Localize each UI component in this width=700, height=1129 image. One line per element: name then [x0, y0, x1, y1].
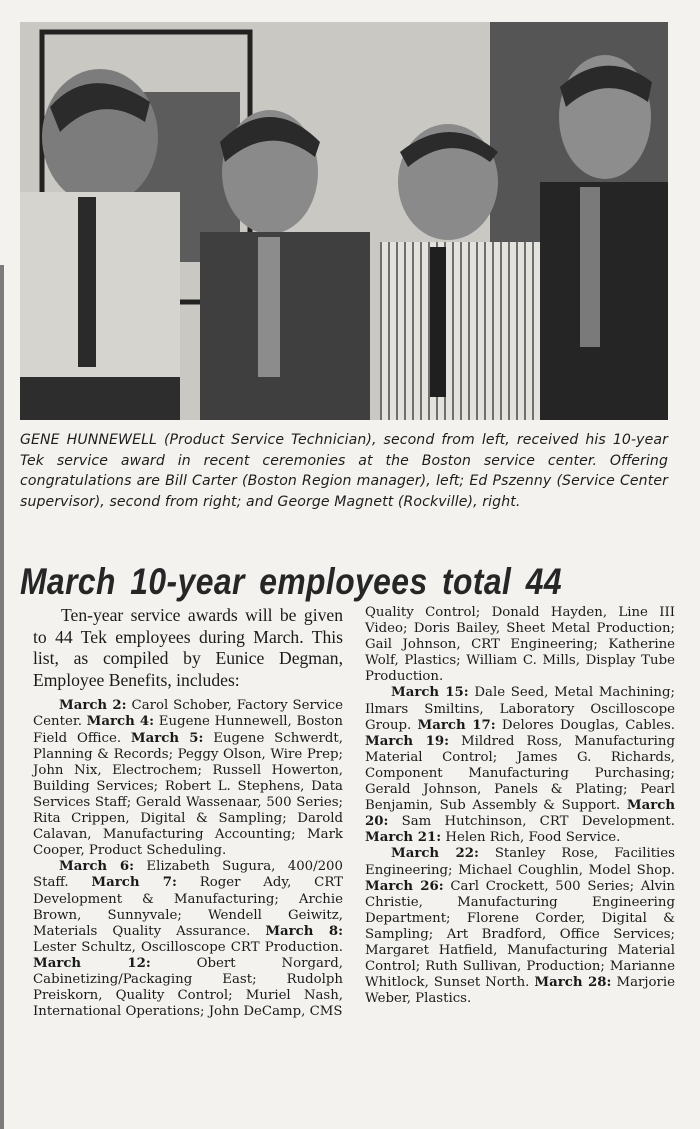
employee-list: Stanley Rose, Facilities Engineering; Michael Coughlin, Model Shop.	[365, 846, 675, 878]
award-date: March 19:	[365, 733, 449, 749]
roster-paragraph	[33, 859, 343, 1020]
employee-list: Helen Rich, Food Service.	[441, 830, 621, 846]
employee-list: Quality Control; Donald Hayden, Line III Video; Doris Bailey, Sheet Metal Production; Gail Johnson, CRT Engineering; Katherine Wolf, Plastics; William C. Mills, Display Tube Production.	[365, 605, 675, 685]
article-intro: Ten-year service awards will be given to 44 Tek employees during March. This list, as compiled by Eunice Degman, Employee Benefits, includes:	[33, 605, 343, 690]
employee-list: Obert Norgard, Cabinetizing/Packaging East; Rudolph Preiskorn, Quality Control; Muriel Nash, International Operations; John DeCamp, CMS	[33, 955, 343, 1020]
award-date: March 20:	[365, 798, 675, 830]
employee-list: Carol Schober, Factory Service Center.	[33, 698, 343, 730]
roster-paragraph	[365, 605, 675, 685]
award-date: March 12:	[33, 955, 151, 971]
award-date: March 21:	[365, 830, 442, 846]
article-column-right	[365, 605, 675, 1007]
award-date: March 2:	[59, 698, 127, 714]
employee-list: Eugene Hunnewell, Boston Field Office.	[33, 714, 343, 746]
award-date: March 4:	[86, 714, 155, 730]
article-column-left	[33, 605, 343, 1020]
award-photo	[20, 22, 668, 420]
award-date: March 6:	[59, 859, 135, 875]
photo-icon	[20, 22, 668, 420]
award-date: March 26:	[365, 878, 444, 894]
employee-list: Marjorie Weber, Plastics.	[365, 975, 675, 1007]
photo-caption: GENE HUNNEWELL (Product Service Technician), second from left, received his 10-year Tek service award in recent ceremonies at the Boston service center. Offering congratulations are Bill Carter (Boston Region manager), left; Ed Pszenny (Service Center supervisor), second from right; and George Magnett (Rockville), right.	[20, 432, 668, 510]
roster-paragraph	[365, 685, 675, 846]
right-paragraphs	[365, 605, 675, 1007]
employee-list: Roger Ady, CRT Development & Manufacturing; Archie Brown, Sunnyvale; Wendell Geiwitz, Materials Quality Assurance.	[33, 875, 343, 939]
award-date: March 28:	[534, 975, 612, 991]
left-paragraphs	[33, 698, 343, 1020]
roster-paragraph	[33, 698, 343, 859]
employee-list: Elizabeth Sugura, 400/200 Staff.	[33, 859, 343, 891]
employee-list: Lester Schultz, Oscilloscope CRT Production.	[33, 939, 343, 955]
award-date: March 22:	[391, 846, 479, 862]
award-date: March 17:	[417, 717, 496, 733]
award-date: March 7:	[91, 875, 177, 891]
employee-list: Carl Crockett, 500 Series; Alvin Christie, Manufacturing Engineering Department; Florene Corder, Digital & Sampling; Art Bradford, Office Services; Margaret Hatfield, Manufacturing Material Control; Ruth Sullivan, Production; Marianne Whitlock, Sunset North.	[365, 878, 675, 991]
employee-list: Sam Hutchinson, CRT Development.	[388, 814, 675, 830]
award-date: March 5:	[130, 730, 204, 746]
roster-paragraph	[365, 846, 675, 1007]
employee-list: Mildred Ross, Manufacturing Material Control; James G. Richards, Component Manufacturing Purchasing; Gerald Johnson, Panels & Plating; Pearl Benjamin, Sub Assembly & Support.	[365, 733, 675, 814]
page-edge-shadow	[0, 265, 4, 1129]
employee-list: Delores Douglas, Cables.	[495, 717, 675, 733]
employee-list: Eugene Schwerdt, Planning & Records; Peggy Olson, Wire Prep; John Nix, Electrochem; Russell Howerton, Building Services; Robert L. Stephens, Data Services Staff; Gerald Wassenaar, 500 Series; Rita Crippen, Digital & Sampling; Darold Calavan, Manufacturing Accounting; Mark Cooper, Product Scheduling.	[33, 730, 343, 859]
employee-list: Dale Seed, Metal Machining; Ilmars Smiltins, Laboratory Oscilloscope Group.	[365, 685, 675, 733]
article-headline: March 10-year employees total 44	[20, 561, 563, 602]
award-date: March 15:	[391, 685, 469, 701]
award-date: March 8:	[265, 923, 343, 939]
